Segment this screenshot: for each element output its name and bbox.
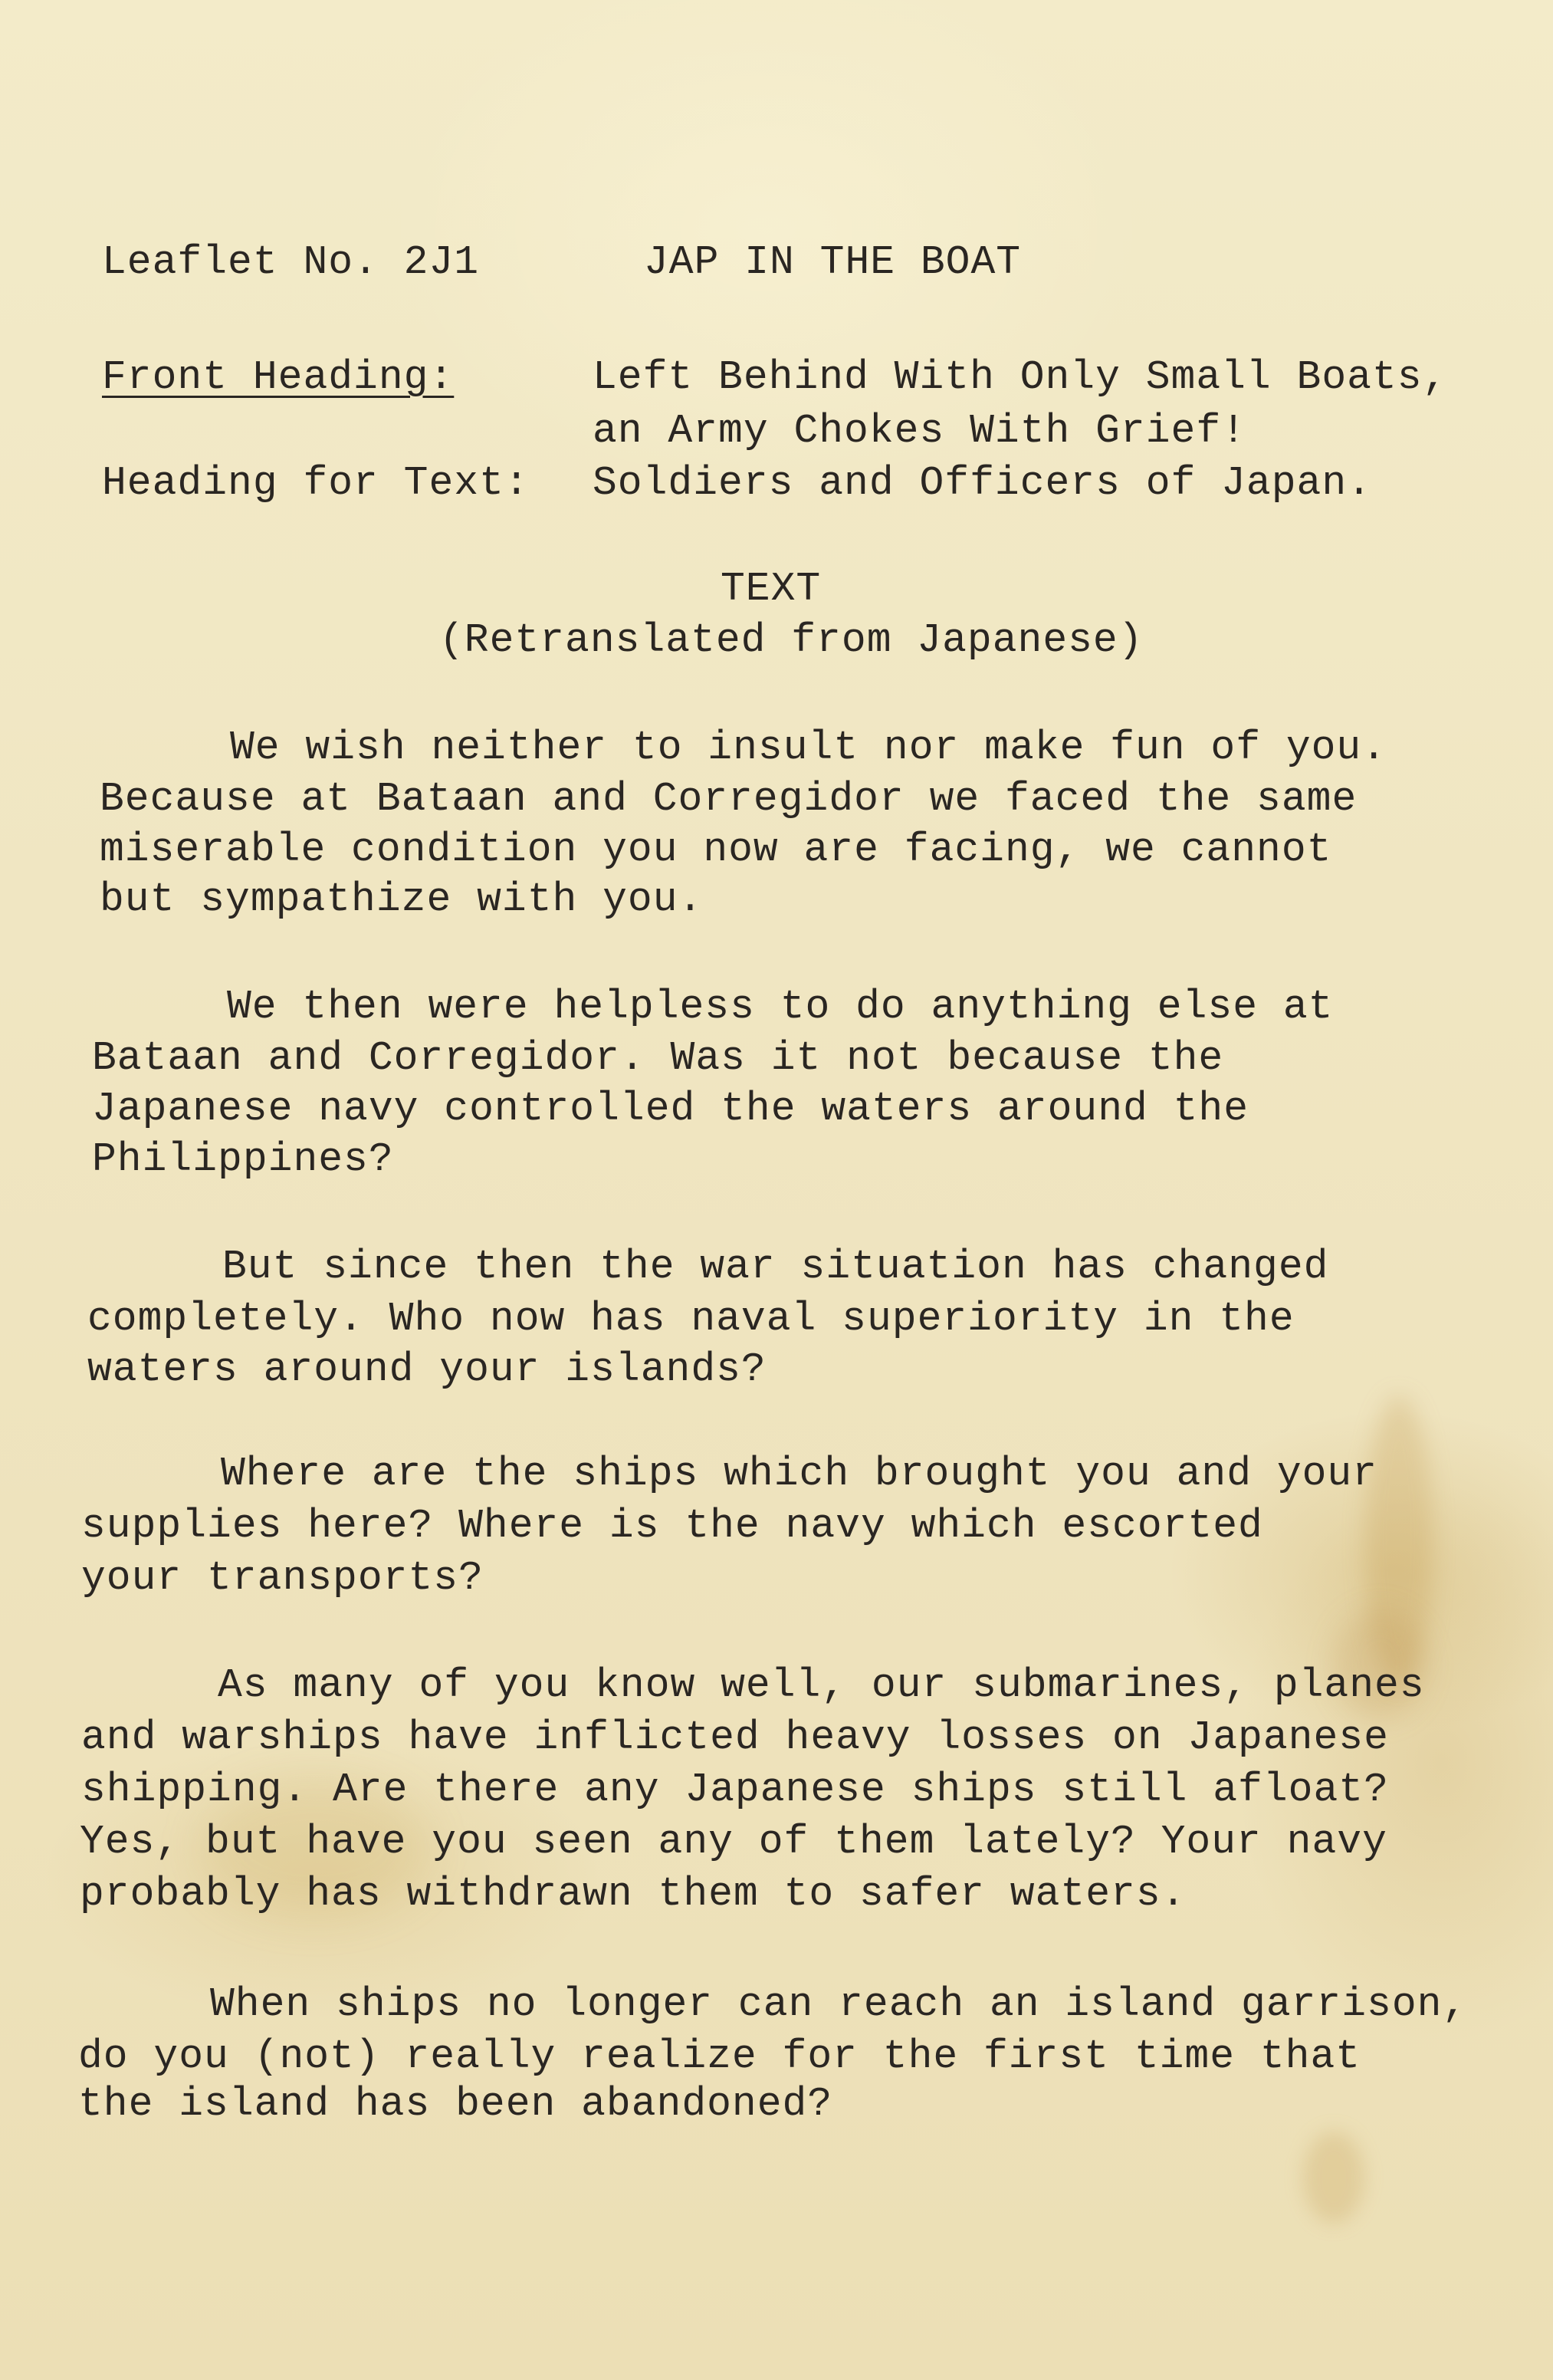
leaflet-title: JAP IN THE BOAT <box>644 239 1022 285</box>
paragraph-line: the island has been abandoned? <box>78 2081 833 2127</box>
paragraph-line: Philippines? <box>92 1136 394 1182</box>
paragraph-line: When ships no longer can reach an island garrison, <box>210 1981 1468 2027</box>
paragraph-line: miserable condition you now are facing, we cannot <box>100 827 1332 873</box>
paragraph-line: As many of you know well, our submarines, planes <box>218 1662 1425 1708</box>
paragraph-line: But since then the war situation has changed <box>222 1244 1329 1290</box>
text-heading-value: Soldiers and Officers of Japan. <box>593 460 1372 506</box>
paragraph-line: Yes, but have you seen any of them lately? Your navy <box>80 1819 1387 1865</box>
paragraph-line: waters around your islands? <box>87 1346 767 1392</box>
text-heading-label: Heading for Text: <box>102 460 530 506</box>
front-heading-line: an Army Chokes With Grief! <box>593 408 1246 454</box>
paragraph-line: We wish neither to insult nor make fun of you. <box>230 725 1387 771</box>
front-heading-label: Front Heading: <box>102 354 455 400</box>
paragraph-line: supplies here? Where is the navy which escorted <box>81 1503 1263 1549</box>
paragraph-line: completely. Who now has naval superiority in the <box>87 1296 1295 1342</box>
paragraph-line: Because at Bataan and Corregidor we faced the same <box>100 776 1358 822</box>
paragraph-line: your transports? <box>81 1555 484 1601</box>
paragraph-line: do you (not) really realize for the first time that <box>78 2033 1361 2079</box>
section-subtitle: (Retranslated from Japanese) <box>439 617 1144 663</box>
front-heading-line: Left Behind With Only Small Boats, <box>593 354 1448 400</box>
paragraph-line: probably has withdrawn them to safer waters. <box>80 1871 1187 1917</box>
water-stain <box>1364 1395 1433 1687</box>
paragraph-line: but sympathize with you. <box>100 876 704 922</box>
paragraph-line: Where are the ships which brought you and your <box>221 1451 1378 1497</box>
paragraph-line: Japanese navy controlled the waters around the <box>92 1086 1249 1132</box>
leaflet-number: Leaflet No. 2J1 <box>102 239 480 285</box>
paragraph-line: and warships have inflicted heavy losses on Japanese <box>81 1714 1389 1760</box>
water-stain <box>1303 2132 1364 2224</box>
paragraph-line: shipping. Are there any Japanese ships still afloat? <box>81 1767 1389 1813</box>
paragraph-line: Bataan and Corregidor. Was it not because the <box>92 1035 1224 1081</box>
paragraph-line: We then were helpless to do anything else at <box>227 984 1334 1030</box>
section-title: TEXT <box>721 566 822 612</box>
